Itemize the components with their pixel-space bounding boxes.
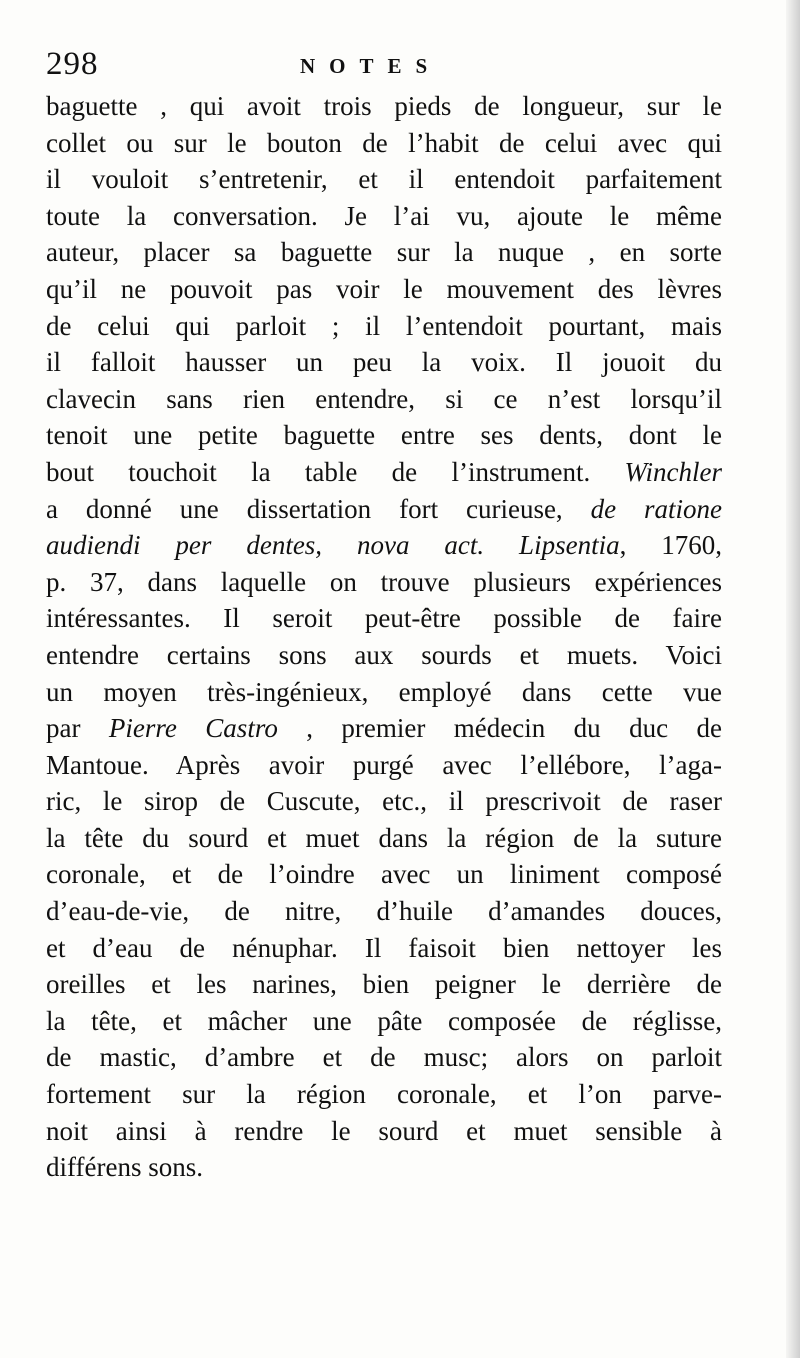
- text-line: tenoit une petite baguette entre ses dents, dont le: [46, 420, 722, 451]
- text-line: de celui qui parloit ; il l’entendoit pourtant, mais: [46, 310, 722, 341]
- text-line: [46, 491, 722, 528]
- text-segment: , 1760,: [619, 530, 722, 561]
- text-line: il vouloit s’entretenir, et il entendoit parfaitement: [46, 164, 722, 195]
- text-line: intéressantes. Il seroit peut-être possible de faire: [46, 603, 722, 634]
- text-line-with-author: [46, 454, 722, 491]
- text-line: [46, 527, 722, 564]
- page-number: 298: [46, 46, 99, 82]
- text-line: la tête, et mâcher une pâte composée de réglisse,: [46, 1005, 722, 1036]
- text-line: et d’eau de nénuphar. Il faisoit bien nettoyer les: [46, 932, 722, 963]
- text-line: Mantoue. Après avoir purgé avec l’ellébore, l’aga-: [46, 749, 722, 780]
- latin-title-continued: audiendi per dentes, nova act. Lipsentia: [46, 530, 620, 561]
- text-segment: par: [46, 713, 109, 744]
- text-line: p. 37, dans laquelle on trouve plusieurs expériences: [46, 566, 722, 597]
- text-line: auteur, placer sa baguette sur la nuque , en sorte: [46, 237, 722, 268]
- text-line: noit ainsi à rendre le sourd et muet sensible à: [46, 1115, 722, 1146]
- text-segment: bout touchoit la table de l’instrument.: [46, 456, 591, 487]
- author-name: Winchler: [624, 456, 722, 487]
- running-head: NOTES: [300, 54, 442, 78]
- text-line: qu’il ne pouvoit pas voir le mouvement des lèvres: [46, 273, 722, 304]
- page-header: [46, 44, 746, 88]
- text-line: il falloit hausser un peu la voix. Il jouoit du: [46, 347, 722, 378]
- text-line: ric, le sirop de Cuscute, etc., il prescrivoit de raser: [46, 786, 722, 817]
- text-line: collet ou sur le bouton de l’habit de celui avec qui: [46, 127, 722, 158]
- body-text: [46, 88, 722, 1186]
- latin-title: de ratione: [590, 493, 722, 524]
- text-line: toute la conversation. Je l’ai vu, ajoute le même: [46, 200, 722, 231]
- text-line: baguette , qui avoit trois pieds de longueur, sur le: [46, 91, 722, 121]
- text-line: la tête du sourd et muet dans la région de la suture: [46, 822, 722, 853]
- text-line: fortement sur la région coronale, et l’on parve-: [46, 1079, 722, 1110]
- text-segment: , premier médecin du duc de: [277, 713, 722, 744]
- text-line: de mastic, d’ambre et de musc; alors on parloit: [46, 1042, 722, 1073]
- text-line-last: différens sons.: [46, 1152, 203, 1183]
- text-line: oreilles et les narines, bien peigner le derrière de: [46, 969, 722, 1000]
- text-line: [46, 710, 722, 747]
- text-line: clavecin sans rien entendre, si ce n’est lorsqu’il: [46, 383, 722, 414]
- text-line: entendre certains sons aux sourds et muets. Voici: [46, 639, 722, 670]
- text-line: coronale, et de l’oindre avec un liniment composé: [46, 859, 722, 890]
- person-name: Pierre Castro: [108, 713, 278, 744]
- text-line: d’eau-de-vie, de nitre, d’huile d’amandes douces,: [46, 896, 722, 927]
- text-segment: a donné une dissertation fort curieuse,: [46, 493, 591, 524]
- text-line: un moyen très-ingénieux, employé dans cette vue: [46, 676, 722, 707]
- page-edge-shadow: [786, 0, 800, 1358]
